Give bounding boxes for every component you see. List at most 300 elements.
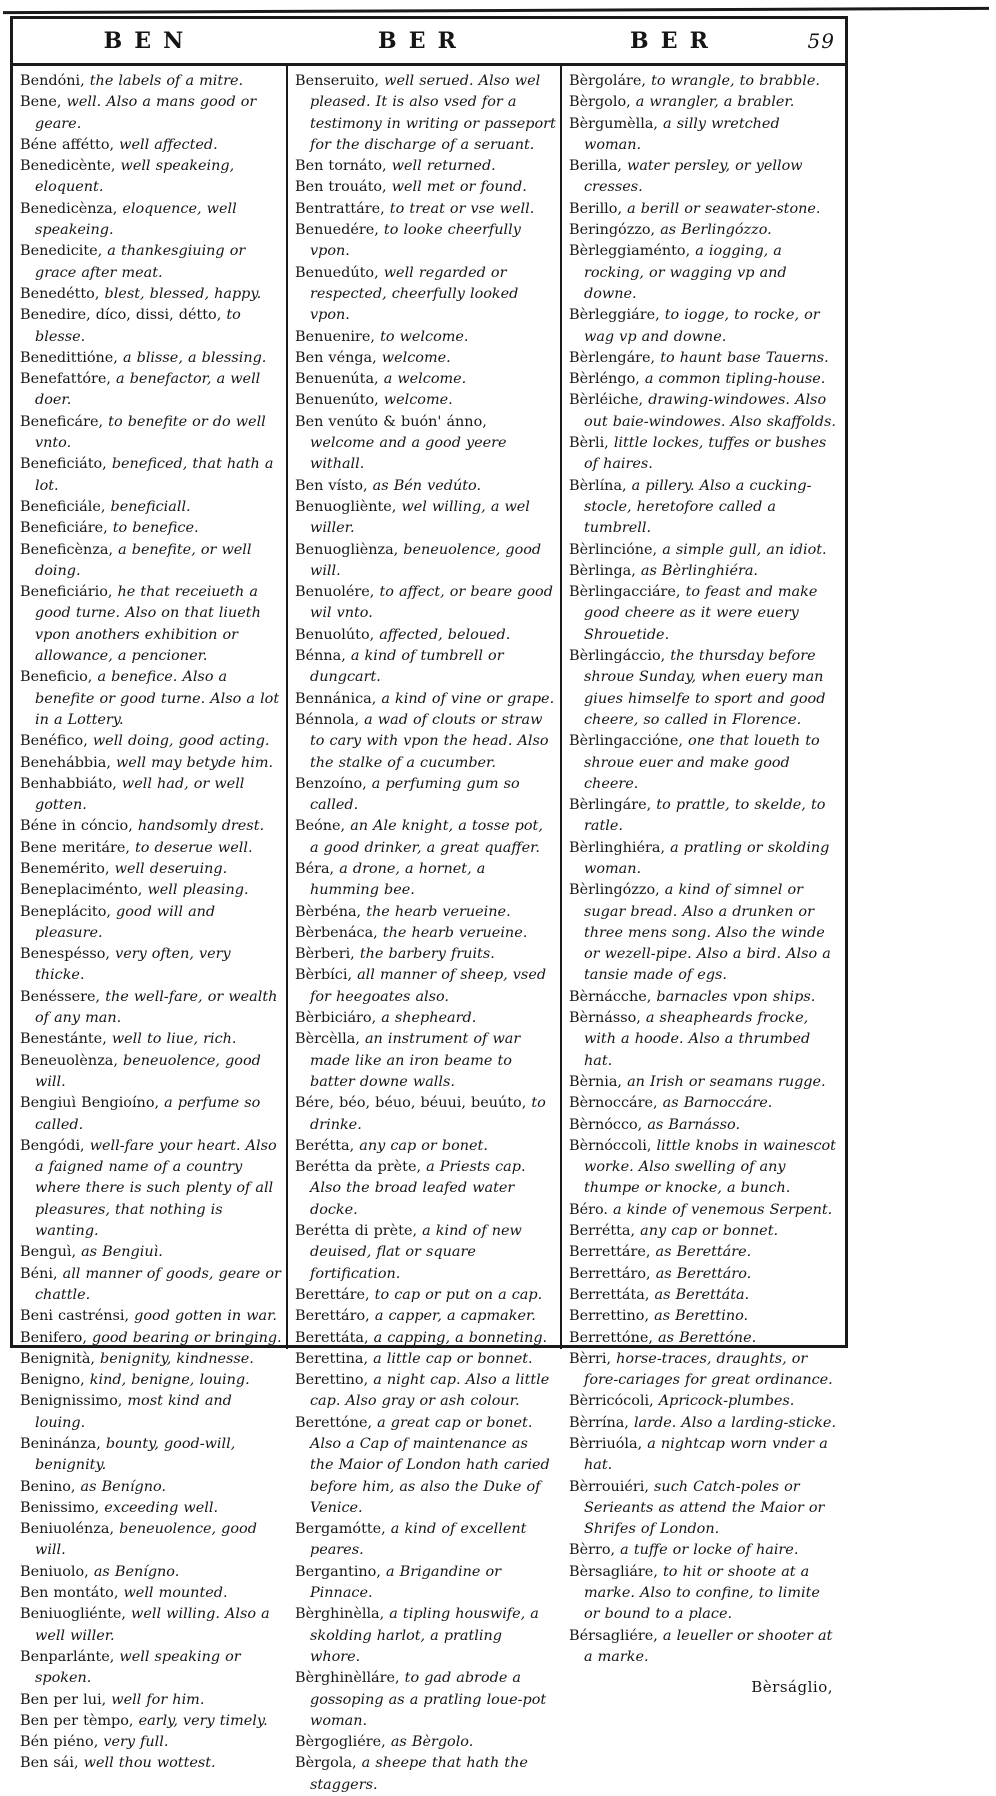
entry-gloss: barnacles vpon ships. bbox=[651, 988, 816, 1005]
entry-headword: Bèrnoccáre, bbox=[569, 1095, 658, 1112]
column-3 bbox=[560, 66, 843, 1697]
dictionary-entry bbox=[20, 582, 282, 667]
dictionary-entry bbox=[295, 71, 556, 156]
entry-headword: Ben vénga, bbox=[295, 349, 377, 366]
entry-gloss: a benefactor, a well doer. bbox=[35, 371, 261, 409]
dictionary-entry bbox=[569, 1626, 839, 1669]
dictionary-entry bbox=[20, 540, 282, 583]
entry-headword: Ben vísto, bbox=[295, 477, 368, 494]
entry-headword: Beneficio, bbox=[20, 669, 93, 686]
entry-gloss: larde. Also a larding-sticke. bbox=[628, 1414, 837, 1431]
entry-list bbox=[295, 71, 556, 1796]
dictionary-entry bbox=[295, 689, 556, 710]
entry-gloss: the well-fare, or wealth of any man. bbox=[35, 988, 278, 1027]
entry-headword: Benuolére, bbox=[295, 584, 375, 601]
dictionary-entry bbox=[20, 1051, 282, 1094]
entry-gloss: a Brigandine or Pinnace. bbox=[310, 1563, 501, 1602]
dictionary-entry bbox=[295, 944, 556, 965]
entry-headword: Berétta di prète, bbox=[295, 1223, 418, 1240]
entry-gloss: the labels of a mitre. bbox=[84, 73, 244, 89]
dictionary-entry bbox=[295, 582, 556, 625]
dictionary-entry bbox=[569, 92, 839, 113]
entry-headword: Ben per lui, bbox=[20, 1691, 107, 1708]
entry-headword: Bèrrouiéri, bbox=[569, 1478, 649, 1495]
entry-headword: Ben tornáto, bbox=[295, 158, 387, 175]
entry-gloss: a shepheard. bbox=[376, 1010, 477, 1027]
dictionary-entry bbox=[295, 476, 556, 497]
entry-headword: Bèrgogliére, bbox=[295, 1734, 386, 1751]
entry-headword: Berillo, bbox=[569, 200, 623, 217]
entry-headword: Bèrgolo, bbox=[569, 94, 631, 111]
entry-headword: Beneficáre, bbox=[20, 413, 104, 430]
entry-gloss: well pleasing. bbox=[142, 882, 249, 899]
entry-gloss: a wrangler, a brabler. bbox=[630, 94, 795, 111]
entry-gloss: a thankesgiuing or grace after meat. bbox=[35, 243, 246, 281]
entry-headword: Berrettáro, bbox=[569, 1265, 651, 1282]
entry-headword: Berétta, bbox=[295, 1137, 355, 1154]
dictionary-entry bbox=[20, 1306, 282, 1327]
entry-headword: Benedicite, bbox=[20, 243, 103, 260]
entry-headword: Bèrcèlla, bbox=[295, 1031, 360, 1048]
dictionary-entry bbox=[20, 412, 282, 455]
entry-gloss: drawing-windowes. Also out baie-windowes. Also skaffolds. bbox=[584, 392, 836, 430]
entry-headword: Bèrlingaccióne, bbox=[569, 733, 683, 750]
dictionary-entry bbox=[20, 1029, 282, 1050]
dictionary-entry bbox=[20, 1647, 282, 1690]
entry-headword: Bèrlincióne, bbox=[569, 541, 658, 558]
entry-gloss: little knobs in wainescot worke. Also swelling of any thumpe or knocke, a bunch. bbox=[584, 1137, 836, 1197]
entry-gloss: beneficiall. bbox=[105, 498, 191, 515]
entry-gloss: a simple gull, an idiot. bbox=[657, 541, 827, 558]
entry-gloss: good bearing or bringing. bbox=[86, 1329, 282, 1346]
dictionary-entry bbox=[20, 944, 282, 987]
entry-headword: Bennánica, bbox=[295, 690, 377, 707]
entry-gloss: to blesse. bbox=[35, 307, 241, 345]
entry-gloss: kind, benigne, louing. bbox=[84, 1372, 250, 1389]
entry-headword: Beniuolénza, bbox=[20, 1521, 115, 1538]
entry-gloss: a kinde of venemous Serpent. bbox=[607, 1201, 833, 1218]
entry-gloss: as Bengiuì. bbox=[76, 1244, 163, 1261]
dictionary-entry bbox=[295, 646, 556, 689]
entry-gloss: little lockes, tuffes or bushes of haires. bbox=[584, 435, 827, 473]
entry-gloss: well had, or well gotten. bbox=[35, 775, 245, 814]
page-header bbox=[13, 19, 845, 66]
dictionary-entry bbox=[569, 114, 839, 157]
entry-gloss: beneuolence, good will. bbox=[35, 1052, 261, 1090]
entry-headword: Beniuogliénte, bbox=[20, 1606, 126, 1623]
entry-gloss: a little cap or bonnet. bbox=[368, 1350, 533, 1367]
entry-headword: Berilla, bbox=[569, 158, 622, 175]
entry-headword: Berettina, bbox=[295, 1350, 369, 1367]
entry-gloss: welcome and a good yeere withall. bbox=[310, 435, 507, 473]
entry-gloss: to hit or shoote at a marke. Also to confine, to limite or bound to a place. bbox=[584, 1563, 820, 1623]
entry-headword: Bére, béo, béuo, béuui, beuúto, bbox=[295, 1095, 527, 1112]
dictionary-entry bbox=[20, 1242, 282, 1263]
dictionary-entry bbox=[20, 369, 282, 412]
entry-headword: Ben sái, bbox=[20, 1755, 79, 1772]
dictionary-entry bbox=[20, 753, 282, 774]
entry-gloss: well-fare your heart. Also a faigned name of a country where there is such plenty of all pleasures, that nothing is wanting. bbox=[35, 1137, 277, 1240]
dictionary-entry bbox=[295, 263, 556, 327]
entry-headword: Bèrléngo, bbox=[569, 371, 640, 388]
entry-gloss: to treat or vse well. bbox=[384, 200, 535, 217]
dictionary-entry bbox=[295, 816, 556, 859]
entry-gloss: a common tipling-house. bbox=[639, 371, 826, 388]
entry-headword: Ben venúto & buón' ánno, bbox=[295, 413, 487, 430]
entry-gloss: the hearb verueine. bbox=[377, 924, 528, 941]
dictionary-entry bbox=[20, 774, 282, 817]
entry-gloss: beneuolence, good will. bbox=[35, 1521, 257, 1559]
entry-headword: Bèrleggiáre, bbox=[569, 307, 660, 324]
entry-headword: Benuenúto, bbox=[295, 392, 379, 409]
entry-gloss: to wrangle, to brabble. bbox=[646, 73, 820, 89]
header-section-ben: BEN bbox=[103, 28, 196, 54]
dictionary-entry bbox=[569, 838, 839, 881]
dictionary-entry bbox=[569, 987, 839, 1008]
entry-gloss: bounty, good-will, benignity. bbox=[35, 1436, 236, 1474]
entry-headword: Beneficiáre, bbox=[20, 520, 108, 537]
dictionary-entry bbox=[20, 859, 282, 880]
entry-gloss: to benefite or do well vnto. bbox=[35, 413, 266, 452]
dictionary-entry bbox=[295, 1306, 556, 1327]
entry-gloss: a wad of clouts or straw to cary with vpon the head. Also the stalke of a cucumber. bbox=[310, 711, 549, 771]
entry-gloss: a Priests cap. Also the broad leafed water docke. bbox=[310, 1159, 526, 1218]
dictionary-entry bbox=[20, 284, 282, 305]
entry-headword: Beneplaciménto, bbox=[20, 882, 143, 899]
dictionary-entry bbox=[20, 1328, 282, 1349]
entry-headword: Beneficènza, bbox=[20, 541, 114, 558]
dictionary-entry bbox=[569, 433, 839, 476]
entry-gloss: Apricock-plumbes. bbox=[653, 1393, 795, 1410]
entry-headword: Bèrlingózzo, bbox=[569, 882, 660, 899]
entry-gloss: as Bèrlinghiéra. bbox=[635, 562, 759, 579]
dictionary-entry bbox=[20, 156, 282, 199]
dictionary-entry bbox=[295, 390, 556, 411]
dictionary-entry bbox=[20, 92, 282, 135]
dictionary-entry bbox=[569, 1328, 839, 1349]
entry-gloss: very full. bbox=[98, 1734, 169, 1751]
entry-headword: Bénna, bbox=[295, 648, 346, 665]
entry-gloss: a kind of new deuised, flat or square fortification. bbox=[310, 1223, 522, 1282]
entry-gloss: affected, beloued. bbox=[374, 626, 511, 643]
entry-gloss: blest, blessed, happy. bbox=[99, 285, 262, 302]
entry-gloss: to welcome. bbox=[375, 328, 469, 345]
entry-headword: Benéssere, bbox=[20, 988, 101, 1005]
entry-gloss: a benefite, or well doing. bbox=[35, 541, 252, 579]
entry-headword: Bengiuì Bengioíno, bbox=[20, 1095, 160, 1112]
entry-list bbox=[569, 71, 839, 1668]
entry-gloss: a kind of excellent peares. bbox=[310, 1521, 527, 1559]
entry-headword: Benuedére, bbox=[295, 222, 379, 239]
entry-headword: Béni, bbox=[20, 1265, 58, 1282]
entry-headword: Benignità, bbox=[20, 1350, 95, 1367]
dictionary-entry bbox=[295, 1732, 556, 1753]
entry-gloss: a berill or seawater-stone. bbox=[622, 200, 821, 217]
entry-gloss: an Ale knight, a tosse pot, a good drinker, a great quaffer. bbox=[310, 818, 543, 856]
entry-gloss: early, very timely. bbox=[133, 1712, 268, 1729]
entry-gloss: any cap or bonnet. bbox=[635, 1223, 779, 1240]
entry-headword: Bénnola, bbox=[295, 711, 360, 728]
dictionary-entry bbox=[295, 1029, 556, 1093]
entry-headword: Benefattóre, bbox=[20, 371, 111, 388]
entry-headword: Ben per tèmpo, bbox=[20, 1712, 134, 1729]
entry-headword: Bèrsagliáre, bbox=[569, 1563, 658, 1580]
dictionary-entry bbox=[569, 1072, 839, 1093]
entry-headword: Benedire, díco, dissi, détto, bbox=[20, 307, 222, 324]
entry-headword: Benuogliènza, bbox=[295, 541, 399, 558]
dictionary-entry bbox=[20, 667, 282, 731]
entry-headword: Bèrbenáca, bbox=[295, 924, 378, 941]
entry-headword: Benedittióne, bbox=[20, 349, 118, 366]
entry-gloss: horse-traces, draughts, or fore-cariages for great ordinance. bbox=[584, 1350, 833, 1389]
dictionary-entry bbox=[20, 348, 282, 369]
entry-gloss: well regarded or respected, cheerfully looked vpon. bbox=[310, 264, 519, 324]
entry-gloss: a welcome. bbox=[378, 371, 467, 388]
dictionary-entry bbox=[569, 1008, 839, 1072]
entry-gloss: to deserue well. bbox=[129, 839, 253, 856]
entry-headword: Berettóne, bbox=[295, 1414, 373, 1431]
entry-gloss: well speaking or spoken. bbox=[35, 1648, 241, 1687]
entry-headword: Bèrbíci, bbox=[295, 967, 353, 984]
entry-headword: Bèrrína, bbox=[569, 1414, 629, 1431]
entry-headword: Benparlánte, bbox=[20, 1648, 115, 1665]
entry-headword: Bèrnia, bbox=[569, 1073, 622, 1090]
dictionary-entry bbox=[295, 1668, 556, 1732]
entry-gloss: as Berettáro. bbox=[650, 1265, 752, 1282]
dictionary-entry bbox=[569, 1285, 839, 1306]
page-number: 59 bbox=[807, 29, 835, 53]
dictionary-entry bbox=[569, 348, 839, 369]
entry-gloss: as Benígno. bbox=[75, 1478, 167, 1495]
entry-gloss: such Catch-poles or Serieants as attend the Maior or Shrifes of London. bbox=[584, 1478, 825, 1538]
entry-gloss: the hearb verueine. bbox=[361, 903, 511, 920]
entry-gloss: a benefice. Also a benefite or good turne. Also a lot in a Lottery. bbox=[35, 669, 280, 728]
dictionary-entry bbox=[569, 305, 839, 348]
entry-gloss: to drinke. bbox=[310, 1095, 546, 1133]
entry-headword: Benseruito, bbox=[295, 73, 380, 89]
dictionary-entry bbox=[295, 1093, 556, 1136]
dictionary-entry bbox=[20, 1562, 282, 1583]
entry-gloss: well may betyde him. bbox=[110, 754, 274, 771]
dictionary-entry bbox=[569, 795, 839, 838]
dictionary-entry bbox=[295, 1562, 556, 1605]
header-section-ber-1: BER bbox=[378, 28, 468, 54]
dictionary-entry bbox=[569, 1115, 839, 1136]
dictionary-entry bbox=[295, 540, 556, 583]
dictionary-entry bbox=[295, 1753, 556, 1796]
entry-headword: Bèrgoláre, bbox=[569, 73, 646, 89]
dictionary-entry bbox=[295, 1519, 556, 1562]
entry-gloss: handsomly drest. bbox=[132, 818, 265, 835]
dictionary-entry bbox=[569, 1264, 839, 1285]
entry-headword: Benedétto, bbox=[20, 285, 100, 302]
entry-gloss: as Berettóne. bbox=[652, 1329, 757, 1346]
entry-headword: Bengódi, bbox=[20, 1137, 85, 1154]
dictionary-columns bbox=[13, 66, 845, 1793]
dictionary-entry bbox=[20, 1690, 282, 1711]
entry-headword: Bèrlingacciáre, bbox=[569, 584, 681, 601]
dictionary-entry bbox=[20, 518, 282, 539]
entry-headword: Benissimo, bbox=[20, 1499, 100, 1516]
dictionary-entry bbox=[295, 177, 556, 198]
entry-headword: Bèrlinghiéra, bbox=[569, 839, 666, 856]
dictionary-entry bbox=[569, 731, 839, 795]
dictionary-entry bbox=[569, 880, 839, 986]
entry-headword: Benuolúto, bbox=[295, 626, 375, 643]
dictionary-entry bbox=[295, 497, 556, 540]
entry-gloss: a silly wretched woman. bbox=[584, 115, 780, 153]
dictionary-entry bbox=[295, 1370, 556, 1413]
entry-headword: Bèrlingáre, bbox=[569, 797, 652, 814]
entry-headword: Beringózzo, bbox=[569, 222, 656, 239]
dictionary-entry bbox=[569, 540, 839, 561]
entry-gloss: as Berlingózzo. bbox=[655, 222, 772, 239]
dictionary-entry bbox=[20, 1370, 282, 1391]
dictionary-entry bbox=[20, 1519, 282, 1562]
entry-gloss: as Barnásso. bbox=[642, 1116, 741, 1133]
entry-headword: Bèrnácche, bbox=[569, 988, 652, 1005]
dictionary-entry bbox=[569, 390, 839, 433]
entry-headword: Berettáre, bbox=[295, 1286, 370, 1303]
entry-gloss: to gad abrode a gossoping as a pratling loue-pot woman. bbox=[310, 1670, 547, 1729]
dictionary-entry bbox=[20, 454, 282, 497]
entry-gloss: beneuolence, good will. bbox=[310, 541, 542, 579]
header-section-ber-2: BER bbox=[630, 28, 720, 54]
column-2 bbox=[286, 66, 560, 1793]
entry-headword: Ben trouáto, bbox=[295, 179, 387, 196]
entry-gloss: to haunt base Tauerns. bbox=[655, 349, 829, 366]
entry-gloss: well serued. Also wel pleased. It is also vsed for a testimony in writing or passeport for the discharge of a seruant. bbox=[310, 73, 556, 153]
entry-headword: Benéfico, bbox=[20, 733, 88, 750]
dictionary-entry bbox=[20, 1498, 282, 1519]
entry-gloss: well willing. Also a well willer. bbox=[35, 1606, 270, 1644]
entry-gloss: good gotten in war. bbox=[129, 1308, 277, 1325]
entry-headword: Beóne, bbox=[295, 818, 346, 835]
entry-gloss: well. Also a mans good or geare. bbox=[35, 94, 257, 132]
entry-gloss: a drone, a hornet, a humming bee. bbox=[310, 860, 486, 899]
entry-gloss: well mounted. bbox=[118, 1585, 228, 1602]
entry-gloss: well to liue, rich. bbox=[106, 1031, 237, 1048]
entry-gloss: as Bèrgolo. bbox=[385, 1734, 474, 1751]
entry-headword: Benuenúta, bbox=[295, 371, 379, 388]
dictionary-entry bbox=[569, 71, 839, 92]
dictionary-entry bbox=[20, 816, 282, 837]
entry-gloss: as Benígno. bbox=[88, 1563, 180, 1580]
dictionary-entry bbox=[295, 859, 556, 902]
dictionary-entry bbox=[20, 1732, 282, 1753]
dictionary-entry bbox=[20, 987, 282, 1030]
entry-headword: Bèrlinga, bbox=[569, 562, 636, 579]
dictionary-entry bbox=[20, 880, 282, 901]
dictionary-entry bbox=[295, 902, 556, 923]
entry-headword: Beniuolo, bbox=[20, 1563, 89, 1580]
entry-gloss: a night cap. Also a little cap. Also gray or ash colour. bbox=[310, 1372, 550, 1410]
entry-gloss: a capper, a capmaker. bbox=[369, 1308, 536, 1325]
entry-gloss: good will and pleasure. bbox=[35, 903, 216, 941]
entry-headword: Beneficiále, bbox=[20, 498, 106, 515]
entry-gloss: welcome. bbox=[378, 392, 453, 409]
dictionary-entry bbox=[20, 1583, 282, 1604]
dictionary-entry bbox=[295, 1328, 556, 1349]
entry-headword: Benemérito, bbox=[20, 860, 110, 877]
entry-headword: Benzoíno, bbox=[295, 775, 367, 792]
entry-gloss: as Berettáre. bbox=[650, 1244, 752, 1261]
entry-gloss: a capping, a bonneting. bbox=[368, 1329, 548, 1346]
dictionary-entry bbox=[295, 1221, 556, 1285]
dictionary-entry bbox=[569, 199, 839, 220]
entry-gloss: as Berettino. bbox=[649, 1308, 749, 1325]
dictionary-entry bbox=[295, 625, 556, 646]
entry-gloss: a tuffe or locke of haire. bbox=[615, 1542, 799, 1559]
entry-gloss: very often, very thicke. bbox=[35, 946, 231, 984]
entry-headword: Bèrberi, bbox=[295, 946, 355, 963]
entry-headword: Beneficiário, bbox=[20, 584, 113, 601]
dictionary-entry bbox=[295, 1349, 556, 1370]
entry-gloss: a leueller or shooter at a marke. bbox=[584, 1627, 833, 1665]
dictionary-entry bbox=[295, 1285, 556, 1306]
entry-gloss: all manner of sheep, vsed for heegoates also. bbox=[310, 967, 547, 1005]
entry-gloss: beneficed, that hath a lot. bbox=[35, 456, 274, 494]
entry-headword: Benuogliènte, bbox=[295, 498, 397, 515]
entry-gloss: to iogge, to rocke, or wag vp and downe. bbox=[584, 307, 820, 345]
entry-gloss: a pillery. Also a cucking-stocle, heretofore called a tumbrell. bbox=[584, 477, 812, 537]
entry-headword: Bèrgola, bbox=[295, 1755, 357, 1772]
entry-headword: Benuenire, bbox=[295, 328, 375, 345]
entry-headword: Beneficiáto, bbox=[20, 456, 107, 473]
entry-headword: Bén piéno, bbox=[20, 1734, 99, 1751]
dictionary-entry bbox=[569, 1562, 839, 1626]
entry-gloss: a sheepe that hath the staggers. bbox=[310, 1755, 528, 1793]
entry-gloss: to benefice. bbox=[107, 520, 199, 537]
entry-headword: Bérsagliére, bbox=[569, 1627, 658, 1644]
entry-headword: Benehábbia, bbox=[20, 754, 111, 771]
entry-gloss: a blisse, a blessing. bbox=[117, 349, 267, 366]
dictionary-entry bbox=[20, 1349, 282, 1370]
entry-list bbox=[20, 71, 282, 1775]
entry-headword: Bèrricócoli, bbox=[569, 1393, 654, 1410]
entry-headword: Beneplácito, bbox=[20, 903, 111, 920]
dictionary-entry bbox=[569, 369, 839, 390]
entry-headword: Bèrriuóla, bbox=[569, 1436, 643, 1452]
dictionary-entry bbox=[569, 1477, 839, 1541]
dictionary-entry bbox=[20, 1434, 282, 1477]
entry-headword: Beninánza, bbox=[20, 1436, 101, 1452]
entry-headword: Bèrléiche, bbox=[569, 392, 644, 409]
entry-gloss: all manner of goods, geare or chattle. bbox=[35, 1265, 281, 1303]
entry-headword: Bèrnásso, bbox=[569, 1010, 641, 1027]
entry-gloss: a perfuming gum so called. bbox=[310, 775, 520, 814]
dictionary-entry bbox=[295, 348, 556, 369]
entry-headword: Benhabbiáto, bbox=[20, 775, 117, 792]
dictionary-entry bbox=[295, 1157, 556, 1221]
dictionary-entry bbox=[20, 1391, 282, 1434]
entry-gloss: well affected. bbox=[114, 136, 218, 153]
entry-headword: Berettáta, bbox=[295, 1329, 369, 1346]
entry-headword: Benedicènte, bbox=[20, 158, 116, 175]
entry-gloss: an instrument of war made like an iron beame to batter downe walls. bbox=[310, 1031, 521, 1090]
entry-gloss: a pratling or skolding woman. bbox=[584, 839, 830, 877]
entry-headword: Benuedúto, bbox=[295, 264, 379, 281]
entry-headword: Beneuolènza, bbox=[20, 1052, 118, 1069]
catchword: Bèrságlio, bbox=[751, 1678, 833, 1697]
entry-gloss: an Irish or seamans rugge. bbox=[622, 1073, 826, 1090]
dictionary-entry bbox=[569, 476, 839, 540]
entry-gloss: a kind of vine or grape. bbox=[376, 690, 555, 707]
dictionary-entry bbox=[569, 1540, 839, 1561]
entry-gloss: any cap or bonet. bbox=[354, 1137, 488, 1154]
dictionary-entry bbox=[20, 1711, 282, 1732]
dictionary-entry bbox=[569, 582, 839, 646]
